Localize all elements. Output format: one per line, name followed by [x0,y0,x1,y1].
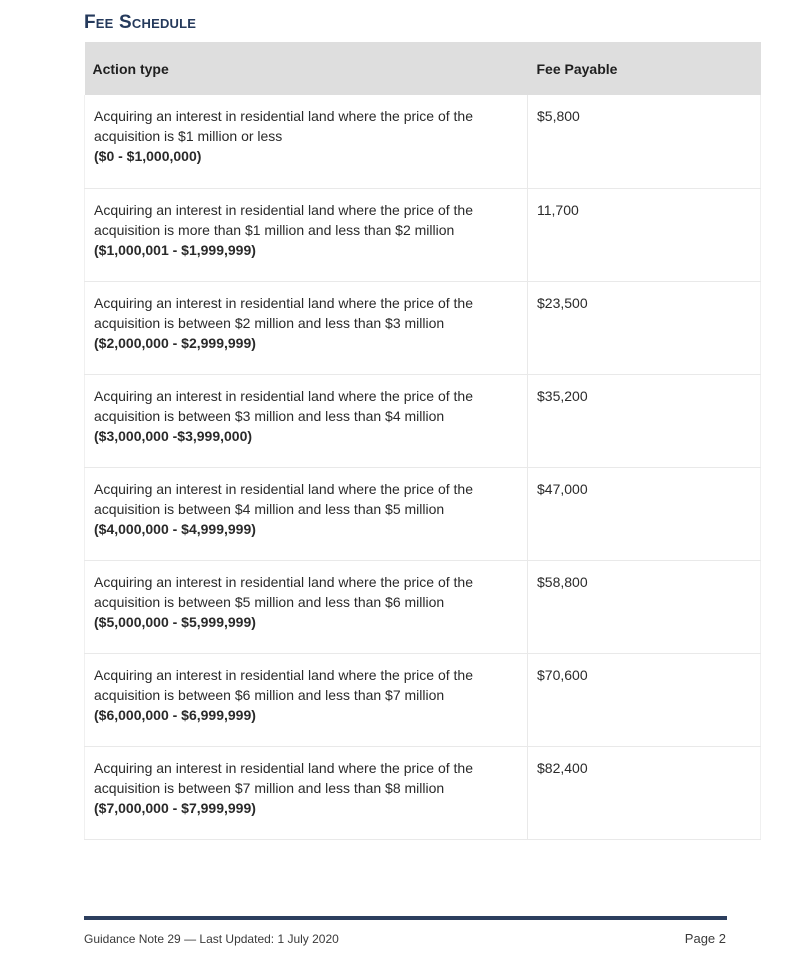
action-description: Acquiring an interest in residential land where the price of the acquisition is $1 million or less [94,108,473,144]
table-row [85,188,761,281]
action-description: Acquiring an interest in residential land where the price of the acquisition is between $6 million and less than $7 million [94,666,473,703]
fee-payable-cell: $35,200 [528,374,761,467]
action-type-cell [85,560,528,653]
fee-payable-cell: $58,800 [528,560,761,653]
fee-payable-cell: $5,800 [528,95,761,188]
action-description: Acquiring an interest in residential land where the price of the acquisition is between $7 million and less than $8 million [94,759,473,796]
fee-payable-cell: 11,700 [528,188,761,281]
table-row [85,653,761,746]
table-header-row [85,42,761,95]
fee-payable-cell: $23,500 [528,281,761,374]
action-description: Acquiring an interest in residential land where the price of the acquisition is more than $1 million and less than $2 million [94,201,473,238]
action-type-cell [85,188,528,281]
page-title: Fee Schedule [84,12,197,33]
action-description: Acquiring an interest in residential land where the price of the acquisition is between $4 million and less than $5 million [94,480,473,517]
action-type-cell [85,467,528,560]
table-row [85,281,761,374]
price-range: ($7,000,000 - $7,999,999) [94,799,256,816]
price-range: ($0 - $1,000,000) [94,148,202,164]
price-range: ($1,000,001 - $1,999,999) [94,241,256,258]
fee-schedule-table [84,42,761,840]
price-range: ($6,000,000 - $6,999,999) [94,706,256,723]
price-range: ($5,000,000 - $5,999,999) [94,613,256,630]
footer-divider [84,916,727,920]
price-range: ($2,000,000 - $2,999,999) [94,334,256,351]
table-row [85,95,761,188]
page-number: Page 2 [684,931,726,946]
action-type-cell [85,281,528,374]
action-type-cell [85,653,528,746]
table-row [85,746,761,839]
table-row [85,560,761,653]
action-description: Acquiring an interest in residential land where the price of the acquisition is between $3 million and less than $4 million [94,387,473,424]
fee-payable-cell: $82,400 [528,746,761,839]
action-type-cell [85,95,528,188]
table-row [85,467,761,560]
price-range: ($4,000,000 - $4,999,999) [94,520,256,537]
fee-payable-cell: $70,600 [528,653,761,746]
action-type-cell [85,746,528,839]
footer-document-info: Guidance Note 29 — Last Updated: 1 July 2020 [84,932,339,946]
action-type-cell [85,374,528,467]
action-description: Acquiring an interest in residential land where the price of the acquisition is between $5 million and less than $6 million [94,573,473,610]
fee-payable-cell: $47,000 [528,467,761,560]
column-header-fee-payable: Fee Payable [528,42,761,95]
price-range: ($3,000,000 -$3,999,000) [94,427,253,444]
action-description: Acquiring an interest in residential land where the price of the acquisition is between $2 million and less than $3 million [94,294,473,331]
column-header-action-type: Action type [85,42,528,95]
table-row [85,374,761,467]
